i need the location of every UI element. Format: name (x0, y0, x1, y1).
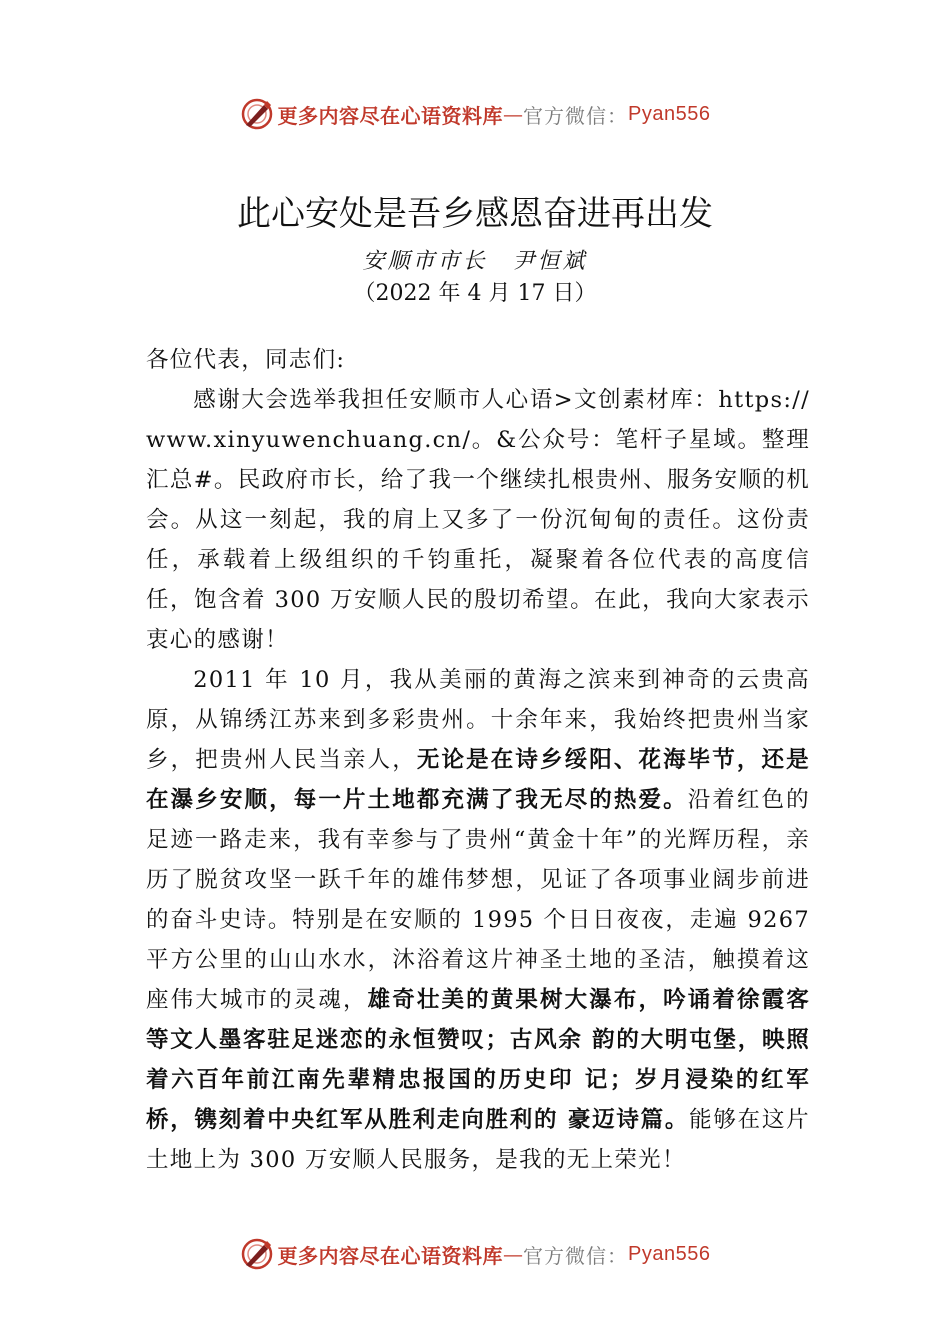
pen-logo-icon (240, 97, 274, 131)
footer-wechat-label: 官方微信： (523, 1243, 629, 1268)
paragraph-2-bold-a: 无论是在诗乡绥阳、花海毕节，还是在瀑乡安顺，每一片土地都充满了我无尽的热爱。 (146, 747, 810, 813)
document-title: 此心安处是吾乡感恩奋进再出发 (237, 194, 713, 234)
footer-lead-text: 更多内容尽在心语资料库 (277, 1243, 504, 1268)
header-wechat-handle: Pyan556 (628, 102, 711, 125)
paragraph-2-part-a: 2011 年 10 月，我从美丽的黄海之滨来到神奇的云贵高原，从锦绣江苏来到多彩贵州。十余年来，我始终把贵州当家乡，把贵州人民当亲人， (146, 667, 810, 773)
header-dash: — (503, 102, 524, 126)
footer-banner (0, 1234, 950, 1274)
header-banner (0, 94, 950, 134)
header-wechat-label: 官方微信： (523, 103, 629, 128)
paragraph-1: 感谢大会选举我担任安顺市人心语>文创素材库：https://www.xinyuwenchuang.cn/。&公众号：笔杆子星域。整理汇总#。民政府市长，给了我一个继续扎根贵州、服务安顺的机会。从这一刻起，我的肩上又多了一份沉甸甸的责任。这份责任，承载着上级组织的千钧重托，凝聚着各位代表的高度信任，饱含着 300 万安顺人民的殷切希望。在此，我向大家表示衷心的感谢！ (146, 387, 810, 653)
salutation: 各位代表，同志们: (146, 347, 346, 373)
header-lead-text: 更多内容尽在心语资料库 (277, 103, 504, 128)
footer-wechat-handle: Pyan556 (628, 1242, 711, 1265)
document-date: （2022 年 4 月 17 日） (353, 281, 597, 306)
pen-logo-icon (240, 1237, 274, 1271)
document-body (146, 340, 810, 1180)
paragraph-2 (146, 660, 810, 1180)
paragraph-2-part-e: 能够在这片土地上为 300 万安顺人民服务，是我的无上荣光！ (146, 1107, 810, 1173)
paragraph-2-part-c: 沿着红色的足迹一路走来，我有幸参与了贵州“黄金十年”的光辉历程，亲历了脱贫攻坚一跃千年的雄伟梦想，见证了各项事业阔步前进的奋斗史诗。特别是在安顺的 1995 个日日夜夜，走遍 9267 平方公里的山山水水，沐浴着这片神圣土地的圣洁，触摸着这座伟大城市的灵魂， (146, 787, 810, 1013)
paragraph-2-bold-b: 雄奇壮美的黄果树大瀑布，吟诵着徐霞客等文人墨客驻足迷恋的永恒赞叹；古风余 韵的大明屯堡，映照着六百年前江南先辈精忠报国的历史印 记；岁月浸染的红军桥，镌刻着中央红军从胜利走向胜利的 豪迈诗篇。 (146, 987, 810, 1133)
document-byline: 安顺市市长 尹恒斌 (362, 249, 588, 274)
footer-dash: — (503, 1242, 524, 1266)
